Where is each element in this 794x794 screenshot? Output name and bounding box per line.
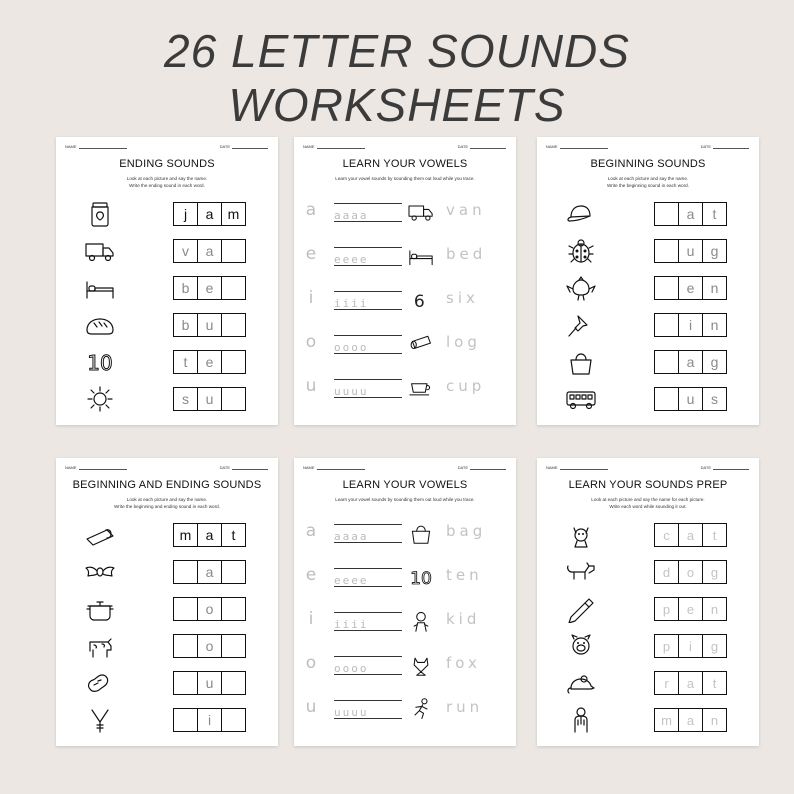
worksheet [537, 458, 759, 746]
man-icon [565, 706, 597, 734]
picture [407, 332, 435, 356]
bed-icon [407, 244, 435, 268]
letter-box[interactable]: m [173, 523, 198, 547]
tracing-line [334, 700, 402, 719]
letter-boxes [174, 560, 246, 584]
date-line [713, 469, 749, 470]
letter-box[interactable]: v [173, 239, 198, 263]
letter-boxes [174, 387, 246, 411]
name-field [546, 465, 608, 470]
pot-icon [84, 595, 116, 623]
name-field [65, 465, 127, 470]
picture [407, 609, 435, 633]
worksheet-instructions [557, 176, 739, 189]
date-line [232, 469, 268, 470]
van-icon [84, 237, 116, 265]
trace-word: bed [446, 245, 487, 263]
instruction-line: Write the ending sound in each word. [129, 182, 205, 188]
letter-boxes [655, 313, 727, 337]
letter-box[interactable]: d [654, 560, 679, 584]
name-field [546, 144, 608, 149]
number-ten-icon [407, 565, 435, 589]
picture [565, 200, 597, 228]
letter-box[interactable]: n [702, 597, 727, 621]
letter-box[interactable]: a [678, 671, 703, 695]
letter-boxes [174, 350, 246, 374]
letter-box[interactable]: a [678, 523, 703, 547]
tracing-line [334, 656, 402, 675]
picture [565, 385, 597, 413]
letter-box[interactable]: p [654, 597, 679, 621]
instruction-line: Write the beginning sound in each word. [607, 182, 689, 188]
letter-boxes [655, 387, 727, 411]
letter-box[interactable]: p [654, 634, 679, 658]
bed-icon [84, 274, 116, 302]
picture [565, 521, 597, 549]
instruction-line: Look at each picture and say the name. [126, 176, 208, 181]
letter-box[interactable]: a [678, 350, 703, 374]
letter-box[interactable]: n [702, 276, 727, 300]
letter-boxes [655, 560, 727, 584]
bat-icon [84, 558, 116, 586]
hen-icon [565, 274, 597, 302]
picture [407, 521, 435, 545]
picture [565, 558, 597, 586]
letter-boxes [655, 239, 727, 263]
worksheet-instructions [557, 497, 739, 510]
nut-icon [84, 669, 116, 697]
letter-box[interactable]: a [197, 560, 222, 584]
picture [84, 669, 116, 697]
trace-letters: oooo [334, 663, 369, 674]
picture [407, 697, 435, 721]
worksheet [56, 137, 278, 425]
letter-boxes [655, 276, 727, 300]
letter-box[interactable]: b [173, 313, 198, 337]
letter-box[interactable]: t [221, 523, 246, 547]
picture [565, 669, 597, 697]
letter-box[interactable] [221, 634, 246, 658]
trace-letters: eeee [334, 254, 369, 265]
bag-icon [565, 348, 597, 376]
van-icon [407, 200, 435, 224]
worksheet-instructions [76, 176, 258, 189]
letter-boxes [174, 276, 246, 300]
trace-letters: oooo [334, 342, 369, 353]
tracing-line [334, 291, 402, 310]
picture [565, 348, 597, 376]
vowel-letter: a [305, 521, 317, 541]
letter-box[interactable] [221, 708, 246, 732]
letter-box[interactable]: a [197, 239, 222, 263]
letter-boxes [655, 597, 727, 621]
tracing-line [334, 612, 402, 631]
letter-box[interactable] [173, 634, 198, 658]
picture [84, 595, 116, 623]
vowel-letter: u [305, 376, 317, 396]
letter-box[interactable]: g [702, 350, 727, 374]
name-line [560, 469, 608, 470]
log-icon [407, 332, 435, 356]
vowel-letter: o [305, 653, 317, 673]
date-field [220, 144, 268, 149]
letter-box[interactable]: u [678, 387, 703, 411]
date-field [701, 144, 749, 149]
picture [565, 595, 597, 623]
name-line [79, 469, 127, 470]
date-field [220, 465, 268, 470]
letter-box[interactable]: g [702, 239, 727, 263]
letter-box[interactable] [221, 313, 246, 337]
letter-box[interactable]: g [702, 634, 727, 658]
letter-box[interactable] [221, 276, 246, 300]
picture [565, 274, 597, 302]
letter-box[interactable]: a [678, 708, 703, 732]
pen-icon [565, 595, 597, 623]
name-label: NAME [65, 465, 77, 470]
trace-word: log [446, 333, 481, 351]
date-field [458, 465, 506, 470]
vowel-letter: u [305, 697, 317, 717]
instruction-line: Write each word while sounding it out. [609, 503, 687, 509]
date-field [701, 465, 749, 470]
letter-boxes [655, 523, 727, 547]
bag-icon [407, 521, 435, 545]
picture [407, 200, 435, 224]
vowel-letter: o [305, 332, 317, 352]
picture [84, 558, 116, 586]
tracing-line [334, 379, 402, 398]
picture [407, 244, 435, 268]
letter-box[interactable]: n [702, 708, 727, 732]
letter-box[interactable]: n [702, 313, 727, 337]
letter-box[interactable]: j [173, 202, 198, 226]
letter-boxes [174, 523, 246, 547]
letter-box[interactable]: o [678, 560, 703, 584]
letter-box[interactable] [221, 560, 246, 584]
instruction-line: Learn your vowel sounds by sounding them out loud while you trace. [335, 176, 475, 181]
runner-icon [407, 697, 435, 721]
worksheet-title: LEARN YOUR VOWELS [342, 158, 468, 170]
vowel-letter: e [305, 565, 317, 585]
letter-box[interactable]: t [702, 523, 727, 547]
picture [84, 311, 116, 339]
pig-icon [565, 632, 597, 660]
letter-box[interactable]: t [173, 350, 198, 374]
rat-icon [565, 669, 597, 697]
instruction-line: Learn your vowel sounds by sounding them out loud while you trace. [335, 497, 475, 502]
trace-word: six [446, 289, 479, 307]
date-field [458, 144, 506, 149]
letter-box[interactable] [654, 313, 679, 337]
date-line [232, 148, 268, 149]
vowel-letter: a [305, 200, 317, 220]
letter-box[interactable]: m [221, 202, 246, 226]
name-field [303, 144, 365, 149]
letter-box[interactable]: e [197, 276, 222, 300]
fox-icon [407, 653, 435, 677]
kid-icon [407, 609, 435, 633]
name-field [65, 144, 127, 149]
trace-word: run [446, 698, 484, 716]
mat-icon [84, 521, 116, 549]
picture [407, 565, 435, 589]
letter-box[interactable] [173, 560, 198, 584]
cow-icon [84, 632, 116, 660]
trace-letters: uuuu [334, 386, 369, 397]
date-line [713, 148, 749, 149]
letter-boxes [174, 671, 246, 695]
picture [407, 653, 435, 677]
trace-word: kid [446, 610, 481, 628]
worksheet-title: BEGINNING SOUNDS [590, 158, 706, 170]
picture [565, 706, 597, 734]
worksheet-title: LEARN YOUR SOUNDS PREP [568, 479, 728, 491]
name-label: NAME [546, 144, 558, 149]
date-line [470, 469, 506, 470]
name-line [560, 148, 608, 149]
letter-box[interactable]: r [654, 671, 679, 695]
picture [84, 632, 116, 660]
picture [84, 348, 116, 376]
trace-letters: aaaa [334, 531, 369, 542]
letter-boxes [174, 239, 246, 263]
instruction-line: Look at each picture and say the name for each picture. [591, 497, 705, 502]
date-label: DATE [219, 465, 230, 470]
worksheet [537, 137, 759, 425]
tracing-line [334, 203, 402, 222]
letter-box[interactable] [654, 387, 679, 411]
letter-boxes [655, 634, 727, 658]
vowel-letter: i [308, 609, 314, 629]
trace-word: fox [446, 654, 481, 672]
letter-box[interactable]: b [173, 276, 198, 300]
letter-box[interactable]: u [197, 671, 222, 695]
cat-icon [565, 521, 597, 549]
letter-box[interactable] [221, 597, 246, 621]
letter-boxes [655, 350, 727, 374]
letter-box[interactable]: i [678, 313, 703, 337]
letter-boxes [174, 313, 246, 337]
tracing-line [334, 247, 402, 266]
date-label: DATE [700, 144, 711, 149]
trace-letters: eeee [334, 575, 369, 586]
dog-icon [565, 558, 597, 586]
letter-box[interactable]: s [702, 387, 727, 411]
picture [407, 288, 435, 312]
cup-icon [407, 376, 435, 400]
letter-box[interactable] [173, 708, 198, 732]
letter-box[interactable] [221, 350, 246, 374]
picture [565, 311, 597, 339]
number-ten-icon [84, 348, 116, 376]
page-title: 26 LETTER SOUNDS WORKSHEETS [164, 25, 630, 131]
zip-icon [84, 706, 116, 734]
name-label: NAME [65, 144, 77, 149]
name-label: NAME [546, 465, 558, 470]
date-label: DATE [219, 144, 230, 149]
name-field [303, 465, 365, 470]
letter-box[interactable] [654, 350, 679, 374]
trace-word: bag [446, 522, 487, 540]
letter-box[interactable] [173, 597, 198, 621]
letter-box[interactable] [221, 387, 246, 411]
picture [565, 237, 597, 265]
worksheet-instructions [314, 176, 496, 183]
letter-boxes [174, 597, 246, 621]
letter-box[interactable]: e [197, 350, 222, 374]
name-line [317, 148, 365, 149]
worksheet-instructions [314, 497, 496, 504]
jam-jar-icon [84, 200, 116, 228]
ladybug-icon [565, 237, 597, 265]
letter-box[interactable]: o [197, 597, 222, 621]
letter-box[interactable]: a [197, 523, 222, 547]
instruction-line: Look at each picture and say the name. [607, 176, 689, 181]
svg-text:10: 10 [410, 568, 432, 589]
letter-box[interactable]: u [197, 313, 222, 337]
letter-box[interactable]: s [173, 387, 198, 411]
letter-box[interactable]: m [654, 708, 679, 732]
name-line [317, 469, 365, 470]
date-label: DATE [457, 465, 468, 470]
letter-box[interactable]: c [654, 523, 679, 547]
worksheet-title: LEARN YOUR VOWELS [342, 479, 468, 491]
name-line [79, 148, 127, 149]
letter-box[interactable] [221, 239, 246, 263]
letter-box[interactable]: u [197, 387, 222, 411]
vowel-letter: e [305, 244, 317, 264]
number-six-icon [407, 288, 435, 312]
date-label: DATE [700, 465, 711, 470]
letter-boxes [174, 202, 246, 226]
letter-boxes [655, 202, 727, 226]
letter-boxes [174, 708, 246, 732]
letter-box[interactable]: a [678, 202, 703, 226]
letter-box[interactable]: u [678, 239, 703, 263]
trace-word: cup [446, 377, 486, 395]
picture [84, 274, 116, 302]
letter-box[interactable]: i [678, 634, 703, 658]
tracing-line [334, 568, 402, 587]
date-label: DATE [457, 144, 468, 149]
picture [84, 385, 116, 413]
trace-letters: iiii [334, 298, 369, 309]
letter-box[interactable]: i [197, 708, 222, 732]
svg-text:6: 6 [413, 291, 425, 312]
worksheet-title: ENDING SOUNDS [119, 158, 215, 170]
letter-box[interactable]: o [197, 634, 222, 658]
letter-box[interactable] [173, 671, 198, 695]
letter-box[interactable]: e [678, 276, 703, 300]
bus-icon [565, 385, 597, 413]
svg-text:10: 10 [87, 351, 113, 375]
letter-boxes [655, 671, 727, 695]
picture [407, 376, 435, 400]
letter-box[interactable]: g [702, 560, 727, 584]
letter-box[interactable] [221, 671, 246, 695]
picture [565, 632, 597, 660]
vowel-letter: i [308, 288, 314, 308]
letter-box[interactable] [654, 276, 679, 300]
picture [84, 200, 116, 228]
letter-box[interactable]: t [702, 671, 727, 695]
letter-box[interactable]: e [678, 597, 703, 621]
trace-word: ten [446, 566, 483, 584]
tracing-line [334, 524, 402, 543]
letter-boxes [655, 708, 727, 732]
name-label: NAME [303, 144, 315, 149]
worksheet [294, 137, 516, 425]
worksheet [294, 458, 516, 746]
trace-letters: aaaa [334, 210, 369, 221]
letter-box[interactable]: a [197, 202, 222, 226]
worksheet [56, 458, 278, 746]
picture [84, 706, 116, 734]
trace-letters: iiii [334, 619, 369, 630]
sun-icon [84, 385, 116, 413]
cap-icon [565, 200, 597, 228]
trace-letters: uuuu [334, 707, 369, 718]
date-line [470, 148, 506, 149]
worksheet-instructions [76, 497, 258, 510]
trace-word: van [446, 201, 486, 219]
tracing-line [334, 335, 402, 354]
instruction-line: Look at each picture and say the name. [126, 497, 208, 502]
picture [84, 237, 116, 265]
letter-box[interactable] [654, 202, 679, 226]
worksheet-title: BEGINNING AND ENDING SOUNDS [72, 479, 262, 491]
picture [84, 521, 116, 549]
letter-box[interactable] [654, 239, 679, 263]
letter-boxes [174, 634, 246, 658]
letter-box[interactable]: t [702, 202, 727, 226]
pin-icon [565, 311, 597, 339]
name-label: NAME [303, 465, 315, 470]
bread-icon [84, 311, 116, 339]
instruction-line: Write the beginning and ending sound in each word. [114, 503, 220, 509]
